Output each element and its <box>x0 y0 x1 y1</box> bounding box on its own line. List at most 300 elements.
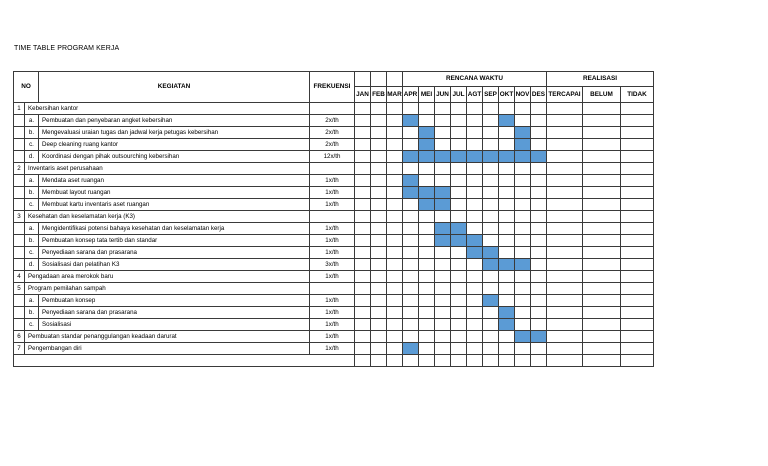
table-row <box>14 115 654 127</box>
month-cell <box>483 223 499 235</box>
scheduled-month-cell <box>467 235 483 247</box>
month-cell <box>531 283 547 295</box>
realisasi-cell <box>583 199 621 211</box>
realisasi-cell <box>547 115 583 127</box>
month-cell <box>467 187 483 199</box>
month-cell <box>515 223 531 235</box>
month-cell <box>387 115 403 127</box>
month-cell <box>483 139 499 151</box>
month-cell <box>451 307 467 319</box>
realisasi-cell <box>583 259 621 271</box>
frequency <box>310 283 355 295</box>
realisasi-cell <box>583 163 621 175</box>
month-cell <box>403 319 419 331</box>
realisasi-cell <box>621 283 654 295</box>
realisasi-cell <box>547 259 583 271</box>
month-cell <box>419 163 435 175</box>
scheduled-month-cell <box>515 259 531 271</box>
month-cell <box>435 319 451 331</box>
realisasi-cell <box>583 211 621 223</box>
scheduled-month-cell <box>403 115 419 127</box>
month-cell <box>451 199 467 211</box>
month-cell <box>483 307 499 319</box>
realisasi-cell <box>621 103 654 115</box>
row-sub-letter: a. <box>25 295 39 307</box>
activity-name: Koordinasi dengan pihak outsourching kebersihan <box>39 151 310 163</box>
scheduled-month-cell <box>499 151 515 163</box>
scheduled-month-cell <box>419 199 435 211</box>
month-cell <box>355 175 371 187</box>
month-cell <box>371 295 387 307</box>
realisasi-cell <box>621 247 654 259</box>
month-cell <box>531 247 547 259</box>
table-row <box>14 307 654 319</box>
month-cell <box>371 187 387 199</box>
month-cell <box>355 331 371 343</box>
month-cell <box>435 247 451 259</box>
time-table <box>13 71 654 367</box>
frequency: 2x/th <box>310 139 355 151</box>
scheduled-month-cell <box>483 259 499 271</box>
month-cell <box>499 331 515 343</box>
month-cell <box>387 199 403 211</box>
scheduled-month-cell <box>451 223 467 235</box>
month-cell <box>451 139 467 151</box>
realisasi-header: TERCAPAI <box>547 87 583 103</box>
row-number: 4 <box>14 271 25 283</box>
scheduled-month-cell <box>483 151 499 163</box>
month-cell <box>371 127 387 139</box>
table-row <box>14 295 654 307</box>
month-header: JUN <box>435 87 451 103</box>
scheduled-month-cell <box>499 319 515 331</box>
realisasi-cell <box>621 307 654 319</box>
realisasi-cell <box>547 319 583 331</box>
row-number <box>14 127 25 139</box>
month-cell <box>467 199 483 211</box>
realisasi-cell <box>547 331 583 343</box>
row-number <box>14 151 25 163</box>
month-cell <box>403 139 419 151</box>
month-header: FEB <box>371 87 387 103</box>
month-cell <box>531 127 547 139</box>
month-cell <box>531 271 547 283</box>
month-cell <box>371 199 387 211</box>
activity-name: Pembuatan standar penanggulangan keadaan darurat <box>25 331 310 343</box>
table-row <box>14 247 654 259</box>
month-cell <box>403 283 419 295</box>
activity-name: Mengidentifikasi potensi bahaya kesehatan dan keselamatan kerja <box>39 223 310 235</box>
month-cell <box>515 211 531 223</box>
realisasi-cell <box>547 187 583 199</box>
table-row <box>14 199 654 211</box>
month-cell <box>515 271 531 283</box>
month-cell <box>435 139 451 151</box>
row-number <box>14 115 25 127</box>
realisasi-cell <box>547 247 583 259</box>
realisasi-cell <box>583 115 621 127</box>
month-cell <box>371 271 387 283</box>
month-cell <box>515 319 531 331</box>
realisasi-cell <box>583 151 621 163</box>
realisasi-cell <box>547 235 583 247</box>
realisasi-cell <box>583 307 621 319</box>
scheduled-month-cell <box>403 187 419 199</box>
frequency: 1x/th <box>310 247 355 259</box>
month-cell <box>483 163 499 175</box>
frequency: 1x/th <box>310 307 355 319</box>
table-row <box>14 259 654 271</box>
month-cell <box>419 103 435 115</box>
month-cell <box>531 175 547 187</box>
scheduled-month-cell <box>515 331 531 343</box>
row-number: 6 <box>14 331 25 343</box>
month-cell <box>435 331 451 343</box>
month-cell <box>483 283 499 295</box>
month-cell <box>451 343 467 355</box>
month-cell <box>387 247 403 259</box>
realisasi-cell <box>621 319 654 331</box>
realisasi-cell <box>583 103 621 115</box>
activity-name: Sosialisasi dan pelatihan K3 <box>39 259 310 271</box>
realisasi-cell <box>621 127 654 139</box>
scheduled-month-cell <box>435 199 451 211</box>
table-row <box>14 151 654 163</box>
month-cell <box>451 283 467 295</box>
month-cell <box>435 103 451 115</box>
frequency: 1x/th <box>310 199 355 211</box>
month-cell <box>419 115 435 127</box>
table-row <box>14 163 654 175</box>
row-sub-letter: d. <box>25 259 39 271</box>
realisasi-cell <box>621 187 654 199</box>
frequency: 1x/th <box>310 271 355 283</box>
row-sub-letter: c. <box>25 319 39 331</box>
activity-name: Kesehatan dan keselamatan kerja (K3) <box>25 211 310 223</box>
row-number <box>14 199 25 211</box>
activity-name: Pengadaan area merokok baru <box>25 271 310 283</box>
frequency: 1x/th <box>310 331 355 343</box>
month-cell <box>531 115 547 127</box>
month-header: SEP <box>483 87 499 103</box>
month-cell <box>499 211 515 223</box>
scheduled-month-cell <box>419 187 435 199</box>
scheduled-month-cell <box>483 247 499 259</box>
activity-name: Inventaris aset perusahaan <box>25 163 310 175</box>
scheduled-month-cell <box>515 139 531 151</box>
month-header: DES <box>531 87 547 103</box>
month-cell <box>467 295 483 307</box>
realisasi-cell <box>583 331 621 343</box>
activity-name: Mendata aset ruangan <box>39 175 310 187</box>
realisasi-cell <box>547 223 583 235</box>
scheduled-month-cell <box>515 127 531 139</box>
month-cell <box>531 211 547 223</box>
row-number <box>14 247 25 259</box>
month-cell <box>531 163 547 175</box>
scheduled-month-cell <box>451 151 467 163</box>
month-cell <box>371 175 387 187</box>
month-cell <box>403 163 419 175</box>
month-cell <box>435 295 451 307</box>
month-cell <box>387 343 403 355</box>
row-sub-letter: b. <box>25 187 39 199</box>
realisasi-cell <box>583 235 621 247</box>
month-header: MEI <box>419 87 435 103</box>
month-cell <box>355 271 371 283</box>
month-cell <box>387 283 403 295</box>
month-cell <box>515 175 531 187</box>
realisasi-cell <box>621 259 654 271</box>
activity-name: Kebersihan kantor <box>25 103 310 115</box>
month-cell <box>403 127 419 139</box>
month-cell <box>451 211 467 223</box>
month-cell <box>355 163 371 175</box>
month-header: APR <box>403 87 419 103</box>
scheduled-month-cell <box>467 247 483 259</box>
month-cell <box>531 295 547 307</box>
scheduled-month-cell <box>483 295 499 307</box>
month-cell <box>419 235 435 247</box>
month-cell <box>483 343 499 355</box>
table-row <box>14 331 654 343</box>
month-cell <box>515 199 531 211</box>
month-cell <box>371 139 387 151</box>
month-cell <box>451 247 467 259</box>
month-cell <box>451 103 467 115</box>
row-number: 5 <box>14 283 25 295</box>
scheduled-month-cell <box>419 151 435 163</box>
month-cell <box>419 175 435 187</box>
month-cell <box>451 115 467 127</box>
month-cell <box>499 187 515 199</box>
month-cell <box>499 223 515 235</box>
month-cell <box>387 163 403 175</box>
frequency: 12x/th <box>310 151 355 163</box>
realisasi-cell <box>547 271 583 283</box>
activity-name: Pembuatan dan penyebaran angket kebersihan <box>39 115 310 127</box>
frequency: 1x/th <box>310 319 355 331</box>
month-cell <box>403 211 419 223</box>
row-sub-letter: a. <box>25 223 39 235</box>
month-cell <box>483 271 499 283</box>
month-header: AGT <box>467 87 483 103</box>
row-number <box>14 175 25 187</box>
month-cell <box>371 115 387 127</box>
month-cell <box>467 307 483 319</box>
row-number <box>14 319 25 331</box>
realisasi-cell <box>621 235 654 247</box>
row-sub-letter: c. <box>25 199 39 211</box>
month-cell <box>435 127 451 139</box>
realisasi-cell <box>547 211 583 223</box>
month-cell <box>371 163 387 175</box>
month-cell <box>355 295 371 307</box>
time-table-body <box>14 103 654 367</box>
table-row <box>14 283 654 295</box>
frequency: 1x/th <box>310 187 355 199</box>
month-cell <box>371 343 387 355</box>
month-cell <box>483 115 499 127</box>
month-cell <box>387 271 403 283</box>
table-row <box>14 187 654 199</box>
month-cell <box>499 139 515 151</box>
frequency <box>310 211 355 223</box>
month-cell <box>451 163 467 175</box>
month-cell <box>515 235 531 247</box>
realisasi-cell <box>547 295 583 307</box>
realisasi-cell <box>547 283 583 295</box>
table-row <box>14 211 654 223</box>
month-cell <box>419 283 435 295</box>
month-cell <box>467 259 483 271</box>
month-cell <box>467 343 483 355</box>
realisasi-cell <box>621 163 654 175</box>
realisasi-cell <box>583 139 621 151</box>
frequency: 1x/th <box>310 295 355 307</box>
scheduled-month-cell <box>515 151 531 163</box>
month-cell <box>499 235 515 247</box>
month-cell <box>387 127 403 139</box>
activity-name: Program pemilahan sampah <box>25 283 310 295</box>
realisasi-cell <box>547 151 583 163</box>
month-cell <box>387 259 403 271</box>
month-cell <box>483 235 499 247</box>
month-cell <box>499 163 515 175</box>
row-number <box>14 259 25 271</box>
realisasi-cell <box>583 343 621 355</box>
realisasi-cell <box>547 127 583 139</box>
scheduled-month-cell <box>435 223 451 235</box>
month-header: JUL <box>451 87 467 103</box>
month-cell <box>515 283 531 295</box>
scheduled-month-cell <box>403 343 419 355</box>
month-cell <box>499 199 515 211</box>
month-cell <box>531 139 547 151</box>
frequency: 1x/th <box>310 223 355 235</box>
month-cell <box>515 343 531 355</box>
month-cell <box>483 319 499 331</box>
month-cell <box>499 175 515 187</box>
month-cell <box>435 271 451 283</box>
month-cell <box>355 235 371 247</box>
month-cell <box>451 295 467 307</box>
month-cell <box>355 259 371 271</box>
month-cell <box>467 271 483 283</box>
month-cell <box>371 283 387 295</box>
month-cell <box>451 127 467 139</box>
row-sub-letter: a. <box>25 115 39 127</box>
scheduled-month-cell <box>499 115 515 127</box>
month-cell <box>467 223 483 235</box>
row-number <box>14 307 25 319</box>
scheduled-month-cell <box>403 175 419 187</box>
month-cell <box>387 295 403 307</box>
row-number <box>14 223 25 235</box>
row-number: 1 <box>14 103 25 115</box>
month-cell <box>531 199 547 211</box>
month-cell <box>355 115 371 127</box>
month-cell <box>371 211 387 223</box>
month-cell <box>403 223 419 235</box>
month-cell <box>483 175 499 187</box>
month-cell <box>435 343 451 355</box>
month-cell <box>355 187 371 199</box>
month-cell <box>451 187 467 199</box>
month-cell <box>483 127 499 139</box>
month-cell <box>499 247 515 259</box>
frequency: 3x/th <box>310 259 355 271</box>
row-sub-letter: b. <box>25 127 39 139</box>
header-frekuensi: FREKUENSI <box>310 72 355 103</box>
row-sub-letter: b. <box>25 235 39 247</box>
month-cell <box>419 331 435 343</box>
row-sub-letter: b. <box>25 307 39 319</box>
header-kegiatan: KEGIATAN <box>39 72 310 103</box>
month-cell <box>515 187 531 199</box>
month-cell <box>419 259 435 271</box>
frequency: 2x/th <box>310 127 355 139</box>
scheduled-month-cell <box>419 139 435 151</box>
realisasi-cell <box>621 139 654 151</box>
realisasi-cell <box>583 187 621 199</box>
realisasi-cell <box>621 271 654 283</box>
activity-name: Membuat kartu inventaris aset ruangan <box>39 199 310 211</box>
month-cell <box>515 103 531 115</box>
month-cell <box>467 103 483 115</box>
frequency: 1x/th <box>310 235 355 247</box>
frequency <box>310 103 355 115</box>
month-cell <box>355 307 371 319</box>
activity-name: Penyediaan sarana dan prasarana <box>39 307 310 319</box>
month-cell <box>387 223 403 235</box>
month-cell <box>403 331 419 343</box>
month-cell <box>435 259 451 271</box>
month-cell <box>483 103 499 115</box>
row-sub-letter: a. <box>25 175 39 187</box>
month-cell <box>467 139 483 151</box>
month-cell <box>387 187 403 199</box>
month-cell <box>419 319 435 331</box>
activity-name: Pembuatan konsep <box>39 295 310 307</box>
scheduled-month-cell <box>435 187 451 199</box>
month-cell <box>531 223 547 235</box>
realisasi-header: TIDAK <box>621 87 654 103</box>
document-title: TIME TABLE PROGRAM KERJA <box>14 45 120 52</box>
realisasi-cell <box>583 283 621 295</box>
empty-row <box>14 355 654 367</box>
table-row <box>14 139 654 151</box>
month-cell <box>467 127 483 139</box>
scheduled-month-cell <box>403 151 419 163</box>
realisasi-cell <box>547 307 583 319</box>
activity-name: Membuat layout ruangan <box>39 187 310 199</box>
month-header: MAR <box>387 87 403 103</box>
scheduled-month-cell <box>531 151 547 163</box>
month-cell <box>355 199 371 211</box>
month-cell <box>403 103 419 115</box>
month-cell <box>355 139 371 151</box>
row-number <box>14 187 25 199</box>
month-cell <box>435 211 451 223</box>
table-row <box>14 271 654 283</box>
month-cell <box>515 295 531 307</box>
realisasi-cell <box>583 127 621 139</box>
month-cell <box>355 223 371 235</box>
month-cell <box>355 151 371 163</box>
month-cell <box>499 343 515 355</box>
month-cell <box>483 211 499 223</box>
